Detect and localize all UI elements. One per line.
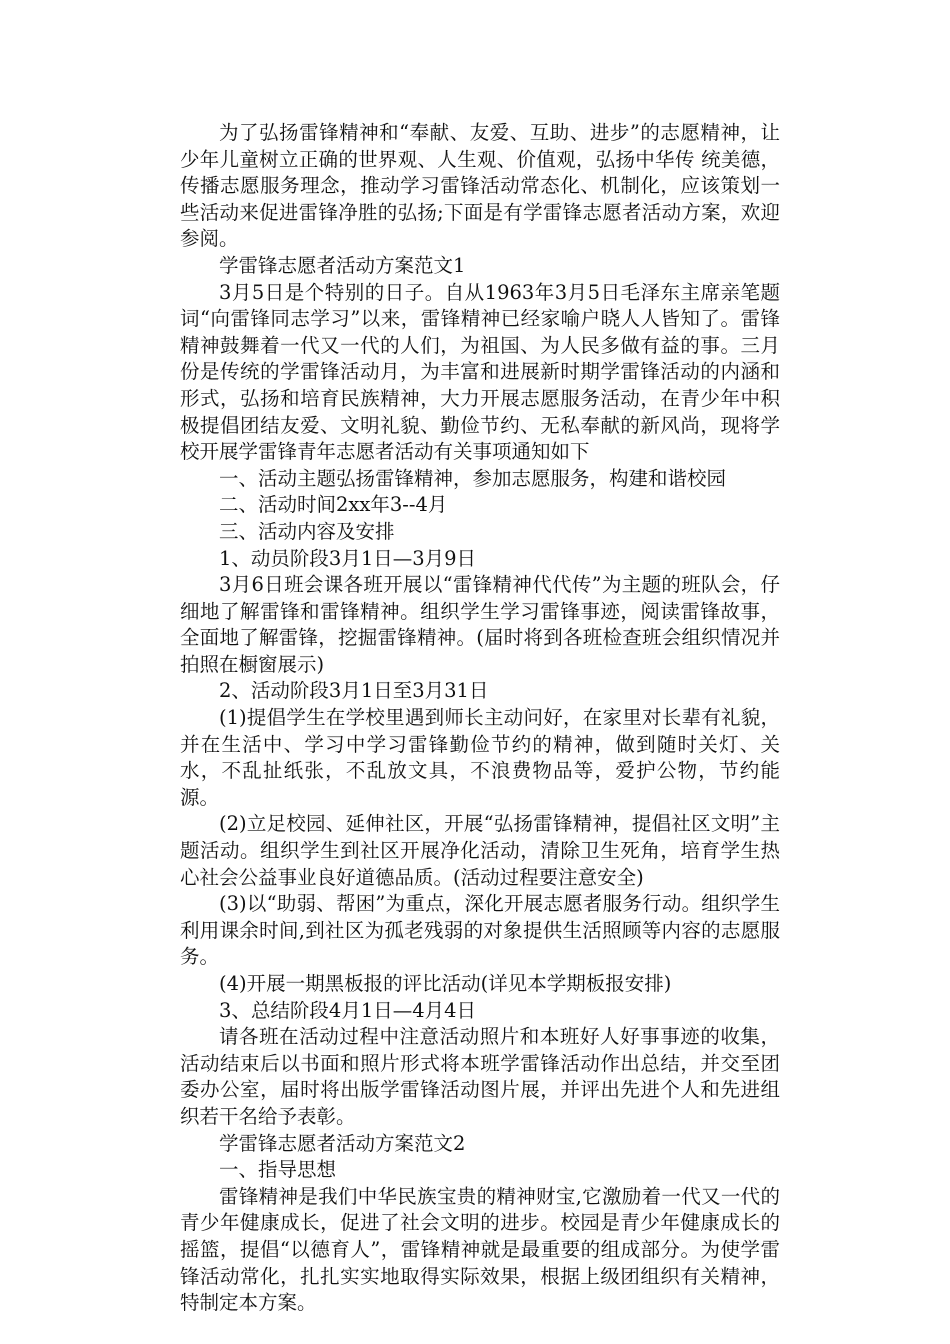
activity-theme: 一、活动主题弘扬雷锋精神，参加志愿服务，构建和谐校园 (219, 466, 727, 490)
stage-2-item-2: (2)立足校园、延伸社区，开展“弘扬雷锋精神，提倡社区文明”主题活动。组织学生到社区开展净化活动，清除卫生死角，培育学生热心社会公益事业良好道德品质。(活动过程要注意安全) (180, 812, 780, 889)
section-title-sample-1: 学雷锋志愿者活动方案范文1 (219, 253, 466, 277)
guiding-thought-heading: 一、指导思想 (219, 1158, 337, 1182)
stage-1-paragraph: 3月6日班会课各班开展以“雷锋精神代代传”为主题的班队会，仔细地了解雷锋和雷锋精神。组织学生学习雷锋事迹，阅读雷锋故事，全面地了解雷锋，挖掘雷锋精神。(届时将到各班检查班会组织情况并拍照在橱窗展示) (180, 573, 780, 676)
section-title-sample-2: 学雷锋志愿者活动方案范文2 (219, 1131, 466, 1155)
stage-2-item-1: (1)提倡学生在学校里遇到师长主动问好，在家里对长辈有礼貌，并在生活中、学习中学习雷锋勤俭节约的精神，做到随时关灯、关水，不乱扯纸张，不乱放文具，不浪费物品等，爱护公物，节约能源。 (180, 706, 780, 809)
stage-3-paragraph: 请各班在活动过程中注意活动照片和本班好人好事事迹的收集，活动结束后以书面和照片形式将本班学雷锋活动作出总结，并交至团委办公室，届时将出版学雷锋活动图片展，并评出先进个人和先进组织若干名给予表彰。 (180, 1025, 780, 1128)
stage-2-item-3: (3)以“助弱、帮困”为重点，深化开展志愿者服务行动。组织学生利用课余时间,到社区为孤老残弱的对象提供生活照顾等内容的志愿服务。 (180, 892, 780, 969)
background-paragraph: 3月5日是个特别的日子。自从1963年3月5日毛泽东主席亲笔题词“向雷锋同志学习”以来，雷锋精神已经家喻户晓人人皆知了。雷锋精神鼓舞着一代又一代的人们，为祖国、为人民多做有益的事。三月份是传统的学雷锋活动月，为丰富和进展新时期学雷锋活动的内涵和形式，弘扬和培育民族精神，大力开展志愿服务活动，在青少年中积极提倡团结友爱、文明礼貌、勤俭节约、无私奉献的新风尚，现将学校开展学雷锋青年志愿者活动有关事项通知如下 (180, 280, 780, 464)
document-body (180, 120, 780, 1317)
stage-2-heading: 2、活动阶段3月1日至3月31日 (219, 679, 489, 703)
activity-time: 二、活动时间2xx年3--4月 (219, 493, 448, 517)
guiding-thought-paragraph: 雷锋精神是我们中华民族宝贵的精神财宝,它激励着一代又一代的青少年健康成长，促进了社会文明的进步。校园是青少年健康成长的摇篮，提倡“以德育人”，雷锋精神就是最重要的组成部分。为使学雷锋活动常化，扎扎实实地取得实际效果，根据上级团组织有关精神，特制定本方案。 (180, 1184, 780, 1315)
activity-content-heading: 三、活动内容及安排 (219, 519, 395, 543)
stage-3-heading: 3、总结阶段4月1日—4月4日 (219, 998, 477, 1022)
intro-paragraph: 为了弘扬雷锋精神和“奉献、友爱、互助、进步”的志愿精神，让少年儿童树立正确的世界观、人生观、价值观，弘扬中华传 统美德，传播志愿服务理念，推动学习雷锋活动常态化、机制化，应该策划一些活动来促进雷锋净胜的弘扬;下面是有学雷锋志愿者活动方案，欢迎参阅。 (180, 121, 780, 251)
stage-1-heading: 1、动员阶段3月1日—3月9日 (219, 546, 477, 570)
stage-2-item-4: (4)开展一期黑板报的评比活动(详见本学期板报安排) (219, 972, 672, 995)
